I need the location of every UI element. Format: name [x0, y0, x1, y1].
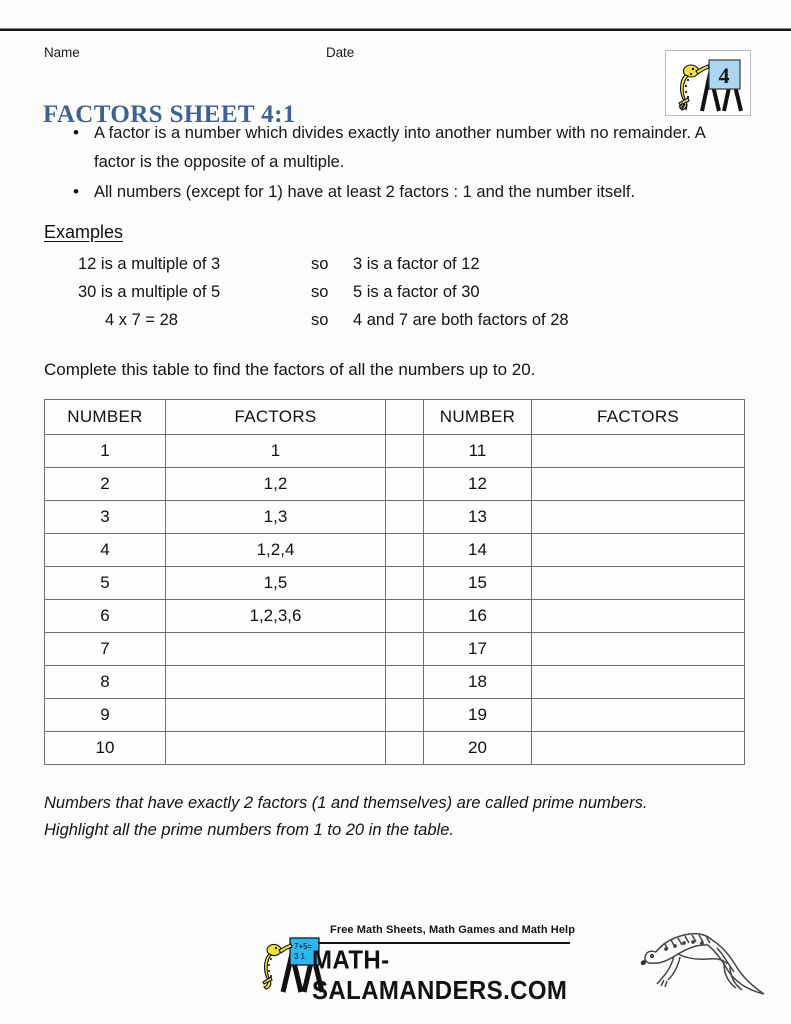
cell-factors-left[interactable] — [166, 699, 386, 732]
example-right: 4 and 7 are both factors of 28 — [353, 311, 569, 329]
cell-factors-left[interactable]: 1,5 — [166, 567, 386, 600]
cell-factors-right[interactable] — [532, 501, 745, 534]
examples-heading: Examples — [44, 222, 124, 242]
examples-table — [78, 255, 569, 339]
cell-spacer — [386, 600, 424, 633]
footer-wordmark: MATH-SALAMANDERS.COM — [312, 946, 568, 1006]
cell-spacer — [386, 435, 424, 468]
cell-factors-left[interactable]: 1 — [166, 435, 386, 468]
header-meta-row — [44, 45, 704, 65]
table-row — [45, 468, 745, 501]
table-row — [45, 600, 745, 633]
page-title: FACTORS SHEET 4:1 — [43, 100, 296, 128]
example-right: 5 is a factor of 30 — [353, 283, 480, 301]
closing-note — [44, 790, 754, 844]
cell-factors-right[interactable] — [532, 666, 745, 699]
instruction-text: Complete this table to find the factors of all the numbers up to 20. — [44, 360, 536, 379]
cell-number-left: 2 — [45, 468, 166, 501]
lizard-outline-icon — [612, 902, 772, 1015]
table-row — [45, 699, 745, 732]
cell-number-left: 5 — [45, 567, 166, 600]
cell-number-right: 17 — [424, 633, 532, 666]
example-row — [78, 255, 569, 283]
svg-text:4: 4 — [718, 63, 730, 88]
cell-number-right: 13 — [424, 501, 532, 534]
table-row — [45, 534, 745, 567]
cell-number-right: 11 — [424, 435, 532, 468]
cell-factors-right[interactable] — [532, 699, 745, 732]
table-row — [45, 435, 745, 468]
example-row — [78, 283, 569, 311]
cell-number-left: 1 — [45, 435, 166, 468]
example-left: 30 is a multiple of 5 — [78, 283, 221, 301]
footer-divider — [318, 942, 570, 944]
footer-logo — [258, 922, 578, 1006]
cell-spacer — [386, 699, 424, 732]
table-row — [45, 501, 745, 534]
cell-factors-right[interactable] — [532, 468, 745, 501]
list-item: • A factor is a number which divides exactly into another number with no remainder. A factor is the opposite of a multiple. — [94, 119, 746, 177]
example-left: 12 is a multiple of 3 — [78, 255, 221, 273]
cell-factors-left[interactable] — [166, 732, 386, 765]
svg-text:7+5=: 7+5= — [294, 942, 313, 951]
cell-factors-right[interactable] — [532, 534, 745, 567]
cell-factors-right[interactable] — [532, 633, 745, 666]
header-spacer — [386, 400, 424, 435]
table-row — [45, 666, 745, 699]
header-factors-right: FACTORS — [532, 400, 745, 435]
date-label: Date — [326, 45, 355, 60]
cell-spacer — [386, 501, 424, 534]
cell-number-right: 14 — [424, 534, 532, 567]
cell-spacer — [386, 732, 424, 765]
cell-number-left: 7 — [45, 633, 166, 666]
header-number-right: NUMBER — [424, 400, 532, 435]
cell-number-right: 15 — [424, 567, 532, 600]
salamander-easel-icon — [665, 50, 751, 116]
cell-number-right: 16 — [424, 600, 532, 633]
example-left-text: 4 x 7 = 28 — [105, 311, 178, 329]
cell-spacer — [386, 567, 424, 600]
example-connector: so — [311, 255, 329, 273]
cell-number-right: 20 — [424, 732, 532, 765]
cell-spacer — [386, 666, 424, 699]
cell-number-right: 19 — [424, 699, 532, 732]
cell-number-left: 3 — [45, 501, 166, 534]
cell-number-left: 4 — [45, 534, 166, 567]
header-number-left: NUMBER — [45, 400, 166, 435]
cell-factors-right[interactable] — [532, 567, 745, 600]
example-left — [78, 311, 311, 339]
cell-spacer — [386, 534, 424, 567]
name-label: Name — [44, 45, 80, 60]
definition-bullet-list — [66, 119, 746, 208]
table-row — [45, 732, 745, 765]
table-row — [45, 633, 745, 666]
example-connector: so — [311, 311, 329, 329]
example-right: 3 is a factor of 12 — [353, 255, 480, 273]
closing-note-line-2: Highlight all the prime numbers from 1 to 20 in the table. — [44, 821, 454, 839]
cell-factors-right[interactable] — [532, 600, 745, 633]
cell-number-left: 9 — [45, 699, 166, 732]
cell-number-left: 10 — [45, 732, 166, 765]
cell-number-left: 6 — [45, 600, 166, 633]
cell-factors-left[interactable]: 1,3 — [166, 501, 386, 534]
svg-text:3 1: 3 1 — [294, 952, 306, 961]
example-row — [78, 311, 569, 339]
cell-factors-left[interactable]: 1,2 — [166, 468, 386, 501]
cell-number-right: 18 — [424, 666, 532, 699]
footer-tagline: Free Math Sheets, Math Games and Math Help — [330, 924, 576, 936]
cell-factors-left[interactable] — [166, 666, 386, 699]
cell-factors-right[interactable] — [532, 435, 745, 468]
cell-spacer — [386, 633, 424, 666]
table-header-row — [45, 400, 745, 435]
page-top-rule — [0, 28, 791, 31]
cell-factors-left[interactable]: 1,2,3,6 — [166, 600, 386, 633]
cell-number-right: 12 — [424, 468, 532, 501]
cell-spacer — [386, 468, 424, 501]
factors-table[interactable] — [44, 399, 745, 765]
cell-factors-right[interactable] — [532, 732, 745, 765]
closing-note-line-1: Numbers that have exactly 2 factors (1 and themselves) are called prime numbers. — [44, 794, 648, 812]
cell-number-left: 8 — [45, 666, 166, 699]
example-connector: so — [311, 283, 329, 301]
list-item: • All numbers (except for 1) have at least 2 factors : 1 and the number itself. — [94, 178, 746, 207]
table-row — [45, 567, 745, 600]
header-factors-left: FACTORS — [166, 400, 386, 435]
cell-factors-left[interactable]: 1,2,4 — [166, 534, 386, 567]
cell-factors-left[interactable] — [166, 633, 386, 666]
